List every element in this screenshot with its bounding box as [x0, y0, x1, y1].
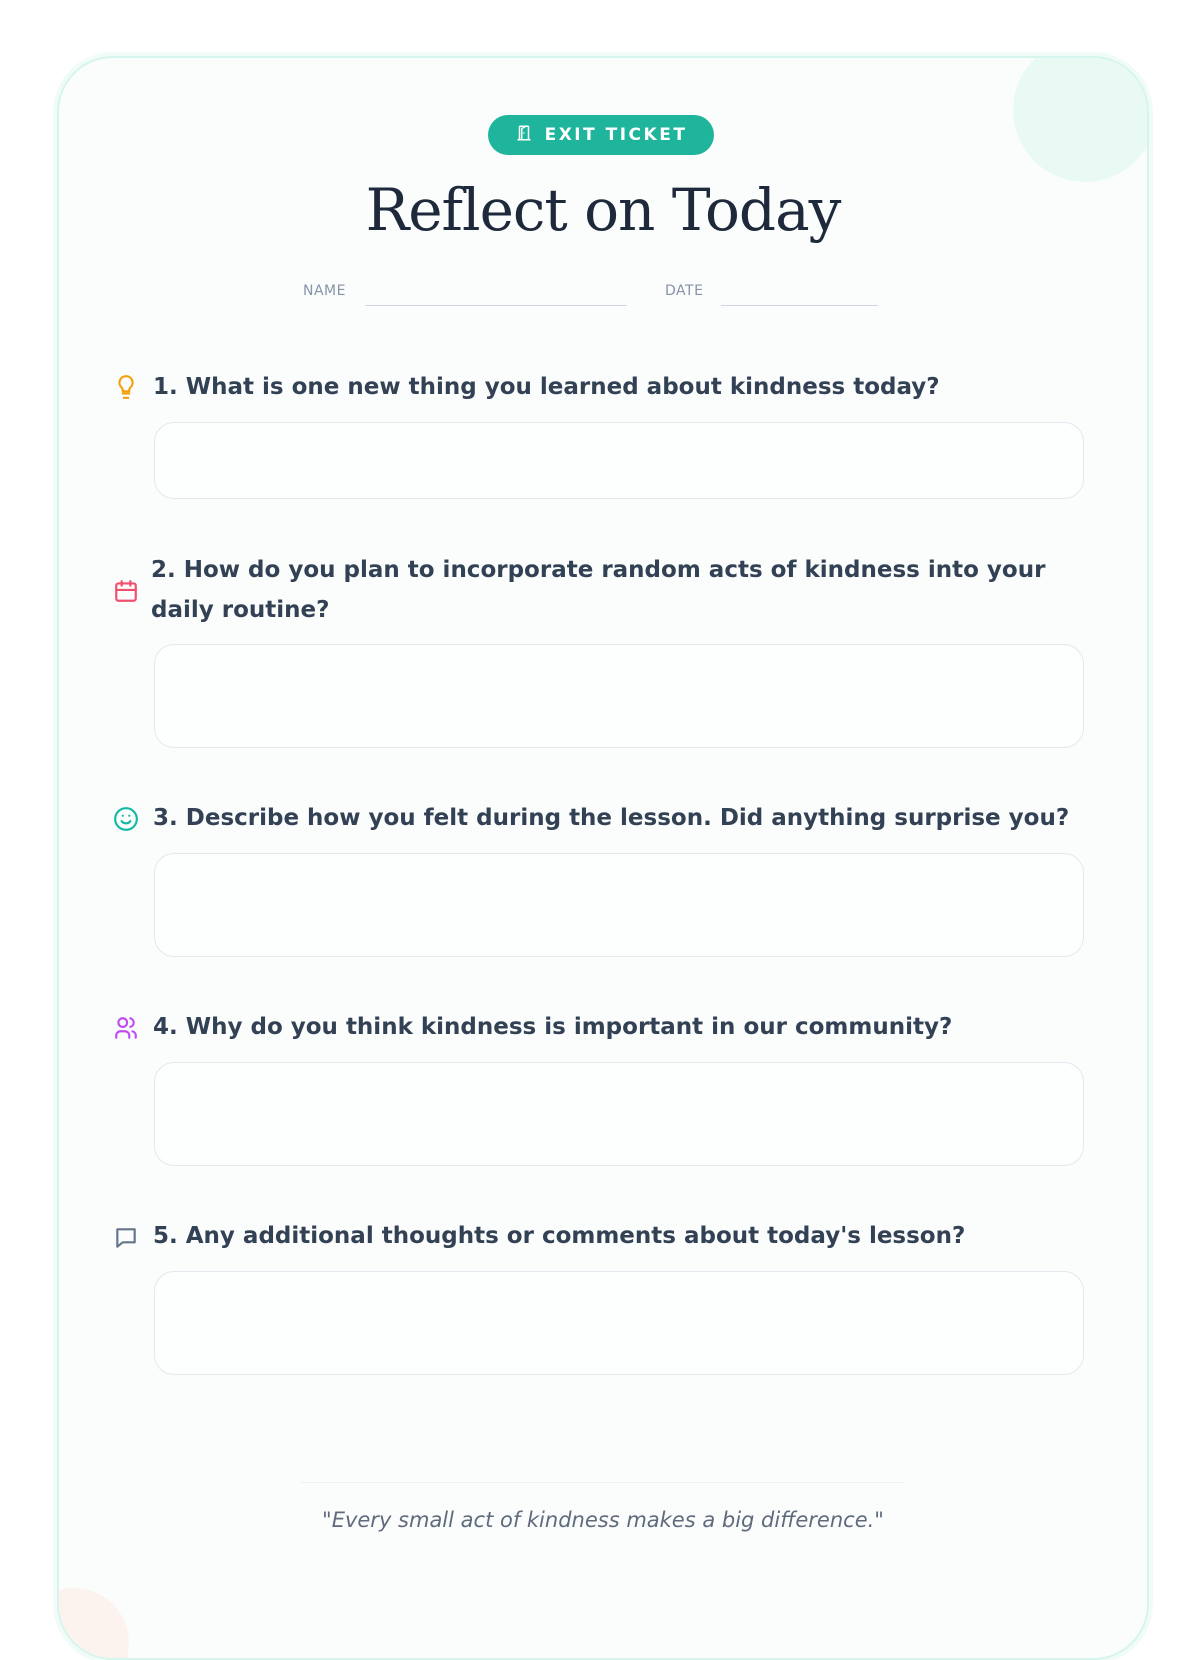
exit-ticket-card — [57, 56, 1149, 1660]
lightbulb-icon — [113, 374, 139, 400]
message-icon — [113, 1225, 139, 1251]
decorative-circle — [57, 1588, 129, 1660]
door-icon — [515, 124, 533, 147]
question-4-text: 4. Why do you think kindness is important in our community? — [153, 1014, 953, 1040]
answer-1-input[interactable] — [154, 422, 1084, 499]
date-label: DATE — [665, 283, 704, 299]
exit-ticket-badge — [488, 115, 714, 155]
decorative-circle — [1013, 56, 1149, 182]
answer-4-input[interactable] — [154, 1062, 1084, 1166]
question-2-text: 2. How do you plan to incorporate random acts of kindness into your daily routine? — [151, 557, 1046, 623]
calendar-icon — [113, 578, 139, 604]
page-title: Reflect on Today — [365, 176, 841, 244]
badge-label: EXIT TICKET — [544, 125, 688, 145]
answer-5-input[interactable] — [154, 1271, 1084, 1375]
footer-quote: "Every small act of kindness makes a big difference." — [322, 1508, 884, 1532]
question-5-text: 5. Any additional thoughts or comments about today's lesson? — [153, 1223, 966, 1249]
question-3-text: 3. Describe how you felt during the lesson. Did anything surprise you? — [153, 805, 1070, 831]
date-field[interactable] — [721, 305, 878, 306]
question-1-text: 1. What is one new thing you learned about kindness today? — [153, 374, 940, 400]
answer-2-input[interactable] — [154, 644, 1084, 748]
users-icon — [113, 1015, 139, 1041]
footer-divider — [301, 1482, 905, 1483]
smile-icon — [113, 806, 139, 832]
answer-3-input[interactable] — [154, 853, 1084, 957]
name-label: NAME — [303, 283, 346, 299]
name-field[interactable] — [365, 305, 627, 306]
